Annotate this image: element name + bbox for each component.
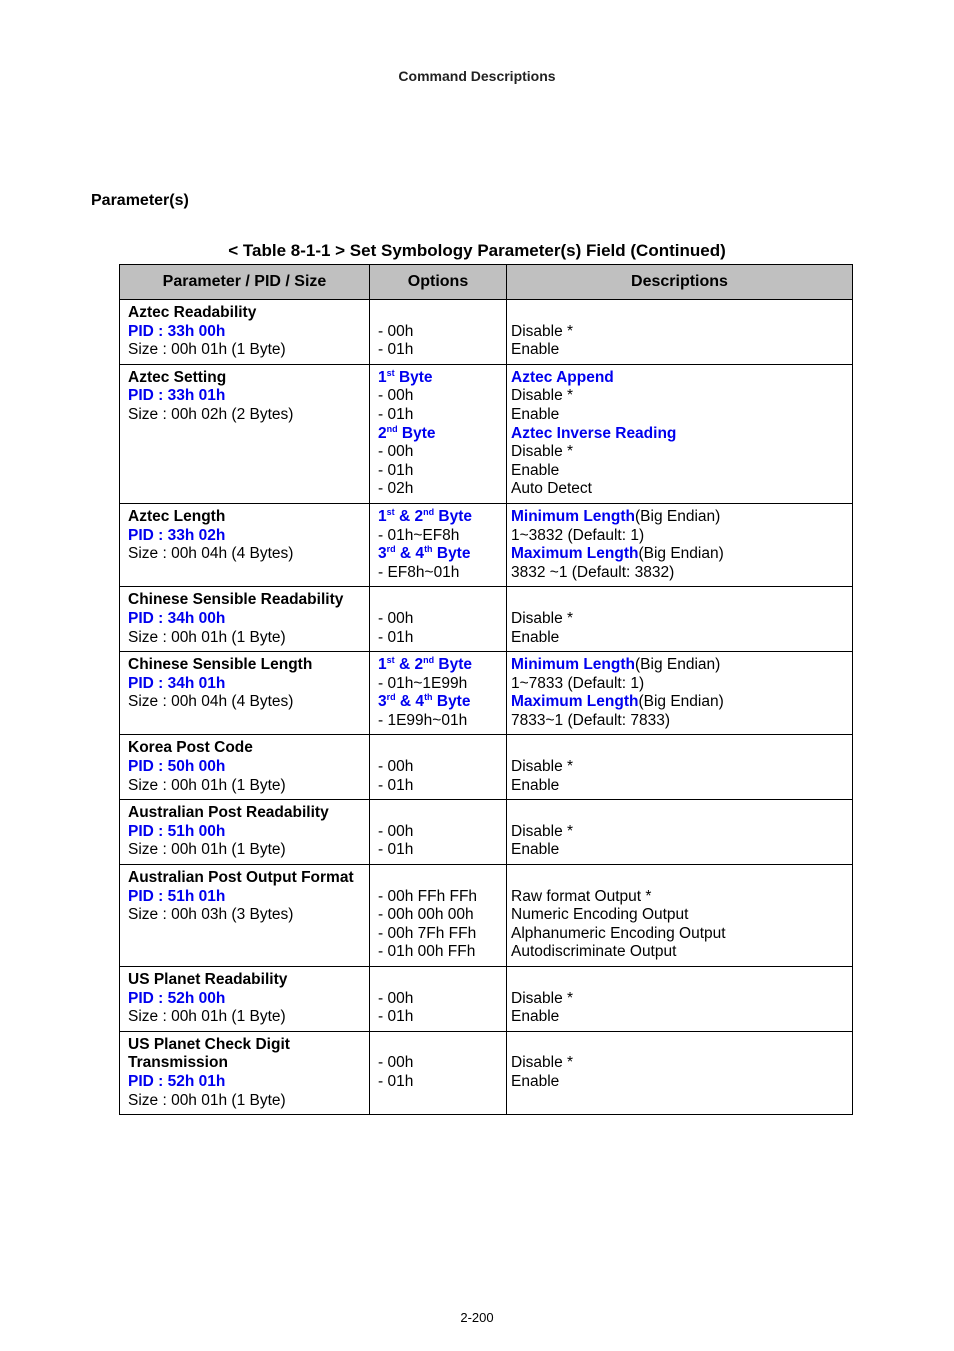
byte-heading-text: 3: [378, 545, 387, 563]
parameter-cell: [120, 967, 370, 1032]
option-line: - 00h 00h 00h: [378, 906, 474, 924]
parameter-pid: PID : 52h 00h: [128, 989, 226, 1007]
description-suffix: (Big Endian): [638, 545, 724, 563]
ordinal-suffix: th: [424, 544, 433, 555]
table-row: [120, 865, 853, 967]
descriptions-cell: [507, 587, 853, 652]
description-line: Raw format Output *: [511, 887, 652, 905]
description-line: Enable: [511, 776, 560, 794]
descriptions-cell: [507, 300, 853, 365]
description-heading: Aztec Inverse Reading: [511, 424, 677, 442]
column-header-options: Options: [370, 265, 507, 300]
option-line: - 01h: [378, 628, 414, 646]
description-line: [511, 591, 848, 610]
description-suffix: (Big Endian): [635, 656, 721, 674]
descriptions-cell: [507, 800, 853, 865]
parameter-size: Size : 00h 01h (1 Byte): [128, 1091, 286, 1109]
options-cell: [370, 800, 507, 865]
parameter-name: Aztec Setting: [128, 368, 227, 386]
table-header-row: [120, 265, 853, 300]
ordinal-suffix: rd: [386, 692, 396, 703]
description-line: 3832 ~1 (Default: 3832): [511, 563, 675, 581]
table-row: [120, 364, 853, 503]
byte-heading-text: 3: [378, 693, 387, 711]
table-row: [120, 800, 853, 865]
option-line: - 00h: [378, 1054, 414, 1072]
ordinal-suffix: nd: [386, 423, 398, 434]
option-line: - 01h: [378, 776, 414, 794]
options-cell: [370, 587, 507, 652]
byte-heading: [378, 545, 502, 564]
parameter-pid: PID : 34h 00h: [128, 609, 226, 627]
description-line: [511, 971, 848, 990]
parameter-size: Size : 00h 04h (4 Bytes): [128, 545, 294, 563]
description-line: 1~7833 (Default: 1): [511, 674, 645, 692]
parameter-cell: [120, 865, 370, 967]
option-line: - 01h~1E99h: [378, 674, 468, 692]
parameter-cell: [120, 300, 370, 365]
description-line: Disable *: [511, 387, 574, 405]
options-cell: [370, 1031, 507, 1114]
option-line: - 1E99h~01h: [378, 711, 468, 729]
description-line: 1~3832 (Default: 1): [511, 526, 645, 544]
byte-heading-text: 2: [378, 424, 387, 442]
option-line: [378, 869, 502, 888]
description-line: [511, 656, 848, 675]
parameter-name: Aztec Length: [128, 507, 226, 525]
parameter-cell: [120, 364, 370, 503]
descriptions-cell: [507, 652, 853, 735]
options-cell: [370, 652, 507, 735]
parameter-pid: PID : 51h 01h: [128, 887, 226, 905]
description-heading: Maximum Length: [511, 545, 639, 563]
descriptions-cell: [507, 503, 853, 586]
byte-heading: [378, 508, 502, 527]
description-line: [511, 369, 848, 388]
option-line: - 00h: [378, 387, 414, 405]
option-line: [378, 739, 502, 758]
parameter-cell: [120, 1031, 370, 1114]
option-line: - 00h: [378, 822, 414, 840]
description-line: [511, 304, 848, 323]
parameter-name: Korea Post Code: [128, 739, 253, 757]
parameter-size: Size : 00h 01h (1 Byte): [128, 841, 286, 859]
option-line: [378, 304, 502, 323]
parameter-pid: PID : 50h 00h: [128, 758, 226, 776]
description-line: Disable *: [511, 443, 574, 461]
section-title: Parameter(s): [91, 192, 189, 209]
description-line: [511, 545, 848, 564]
parameter-size: Size : 00h 01h (1 Byte): [128, 341, 286, 359]
description-line: Enable: [511, 341, 560, 359]
description-heading: Aztec Append: [511, 368, 614, 386]
parameter-name: US Planet Readability: [128, 971, 288, 988]
descriptions-cell: [507, 1031, 853, 1114]
option-line: - 00h FFh FFh: [378, 887, 478, 905]
description-suffix: (Big Endian): [638, 693, 724, 711]
parameter-name: Aztec Readability: [128, 304, 257, 321]
description-line: Autodiscriminate Output: [511, 943, 677, 961]
table-row: [120, 735, 853, 800]
description-line: Enable: [511, 628, 560, 646]
parameter-name: Australian Post Readability: [128, 804, 329, 822]
parameter-pid: PID : 51h 00h: [128, 822, 226, 840]
option-line: - 02h: [378, 480, 414, 498]
table-row: [120, 967, 853, 1032]
byte-heading-text: Byte: [432, 693, 471, 711]
parameter-name: Transmission: [128, 1054, 228, 1072]
description-line: Disable *: [511, 758, 574, 776]
description-line: Enable: [511, 1008, 560, 1026]
descriptions-cell: [507, 364, 853, 503]
description-line: Alphanumeric Encoding Output: [511, 924, 726, 942]
options-cell: [370, 300, 507, 365]
description-line: Auto Detect: [511, 480, 592, 498]
byte-heading-text: & 2: [394, 656, 424, 674]
column-header-parameter: Parameter / PID / Size: [120, 265, 370, 300]
byte-heading-text: Byte: [434, 656, 472, 674]
page-number: 2-200: [460, 1310, 494, 1325]
option-line: - 01h: [378, 1072, 414, 1090]
ordinal-suffix: st: [386, 367, 395, 378]
table-row: [120, 1031, 853, 1114]
option-line: - 00h: [378, 989, 414, 1007]
byte-heading-text: Byte: [394, 368, 433, 386]
description-heading: Maximum Length: [511, 693, 639, 711]
options-cell: [370, 503, 507, 586]
byte-heading-text: 1: [378, 368, 387, 386]
description-line: [511, 804, 848, 823]
table-body: [120, 300, 853, 1115]
byte-heading-text: & 4: [395, 545, 425, 563]
description-line: Disable *: [511, 609, 574, 627]
symbology-parameter-table: [119, 264, 853, 1115]
option-line: - 01h: [378, 341, 414, 359]
descriptions-cell: [507, 865, 853, 967]
description-line: [511, 1036, 848, 1055]
ordinal-suffix: nd: [423, 506, 435, 517]
byte-heading: [378, 425, 502, 444]
table-caption: < Table 8-1-1 > Set Symbology Parameter(s) Field (Continued): [228, 241, 726, 260]
option-line: - 00h: [378, 322, 414, 340]
description-line: Numeric Encoding Output: [511, 906, 689, 924]
parameter-size: Size : 00h 03h (3 Bytes): [128, 906, 294, 924]
option-line: - 00h: [378, 609, 414, 627]
options-cell: [370, 735, 507, 800]
description-line: Enable: [511, 461, 560, 479]
byte-heading-text: & 4: [395, 693, 425, 711]
byte-heading-text: 1: [378, 656, 387, 674]
byte-heading-text: Byte: [397, 424, 436, 442]
option-line: - EF8h~01h: [378, 563, 460, 581]
table-row: [120, 652, 853, 735]
description-line: Enable: [511, 1072, 560, 1090]
parameter-pid: PID : 34h 01h: [128, 674, 226, 692]
table-row: [120, 587, 853, 652]
option-line: - 00h 7Fh FFh: [378, 924, 477, 942]
ordinal-suffix: st: [386, 655, 395, 666]
byte-heading-text: Byte: [434, 507, 472, 525]
parameter-cell: [120, 587, 370, 652]
ordinal-suffix: nd: [423, 655, 435, 666]
parameter-size: Size : 00h 01h (1 Byte): [128, 628, 286, 646]
descriptions-cell: [507, 735, 853, 800]
description-heading: Minimum Length: [511, 507, 635, 525]
option-line: - 01h: [378, 405, 414, 423]
byte-heading-text: 1: [378, 507, 387, 525]
option-line: - 01h: [378, 1008, 414, 1026]
option-line: - 01h: [378, 461, 414, 479]
option-line: - 00h: [378, 443, 414, 461]
ordinal-suffix: st: [386, 506, 395, 517]
option-line: [378, 591, 502, 610]
option-line: [378, 971, 502, 990]
parameter-name: Chinese Sensible Length: [128, 656, 313, 674]
description-line: Enable: [511, 405, 560, 423]
parameter-cell: [120, 735, 370, 800]
byte-heading-text: Byte: [432, 545, 471, 563]
description-line: 7833~1 (Default: 7833): [511, 711, 670, 729]
option-line: - 01h 00h FFh: [378, 943, 476, 961]
page-header: Command Descriptions: [398, 68, 556, 84]
description-line: [511, 508, 848, 527]
description-line: [511, 693, 848, 712]
description-line: Enable: [511, 841, 560, 859]
description-line: Disable *: [511, 989, 574, 1007]
parameter-size: Size : 00h 01h (1 Byte): [128, 776, 286, 794]
parameter-name: US Planet Check Digit: [128, 1035, 290, 1053]
parameter-size: Size : 00h 02h (2 Bytes): [128, 405, 294, 423]
parameter-pid: PID : 33h 02h: [128, 526, 226, 544]
table-row: [120, 300, 853, 365]
option-line: [378, 1036, 502, 1055]
option-line: - 00h: [378, 758, 414, 776]
parameter-size: Size : 00h 04h (4 Bytes): [128, 693, 294, 711]
byte-heading: [378, 656, 502, 675]
description-suffix: (Big Endian): [635, 507, 721, 525]
parameter-cell: [120, 652, 370, 735]
description-line: [511, 739, 848, 758]
description-line: Disable *: [511, 1054, 574, 1072]
option-line: - 01h: [378, 841, 414, 859]
column-header-descriptions: Descriptions: [507, 265, 853, 300]
parameter-cell: [120, 800, 370, 865]
parameter-name: Chinese Sensible Readability: [128, 591, 344, 609]
parameter-pid: PID : 52h 01h: [128, 1072, 226, 1090]
byte-heading-text: & 2: [394, 507, 424, 525]
options-cell: [370, 967, 507, 1032]
options-cell: [370, 364, 507, 503]
table-row: [120, 503, 853, 586]
parameter-size: Size : 00h 01h (1 Byte): [128, 1008, 286, 1026]
byte-heading: [378, 693, 502, 712]
descriptions-cell: [507, 967, 853, 1032]
description-line: Disable *: [511, 322, 574, 340]
description-line: Disable *: [511, 822, 574, 840]
description-line: [511, 869, 848, 888]
parameter-pid: PID : 33h 00h: [128, 322, 226, 340]
parameter-cell: [120, 503, 370, 586]
parameter-name: Australian Post Output Format: [128, 869, 354, 887]
description-heading: Minimum Length: [511, 656, 635, 674]
options-cell: [370, 865, 507, 967]
ordinal-suffix: rd: [386, 544, 396, 555]
option-line: [378, 804, 502, 823]
ordinal-suffix: th: [424, 692, 433, 703]
parameter-pid: PID : 33h 01h: [128, 387, 226, 405]
byte-heading: [378, 369, 502, 388]
description-line: [511, 425, 848, 444]
option-line: - 01h~EF8h: [378, 526, 460, 544]
